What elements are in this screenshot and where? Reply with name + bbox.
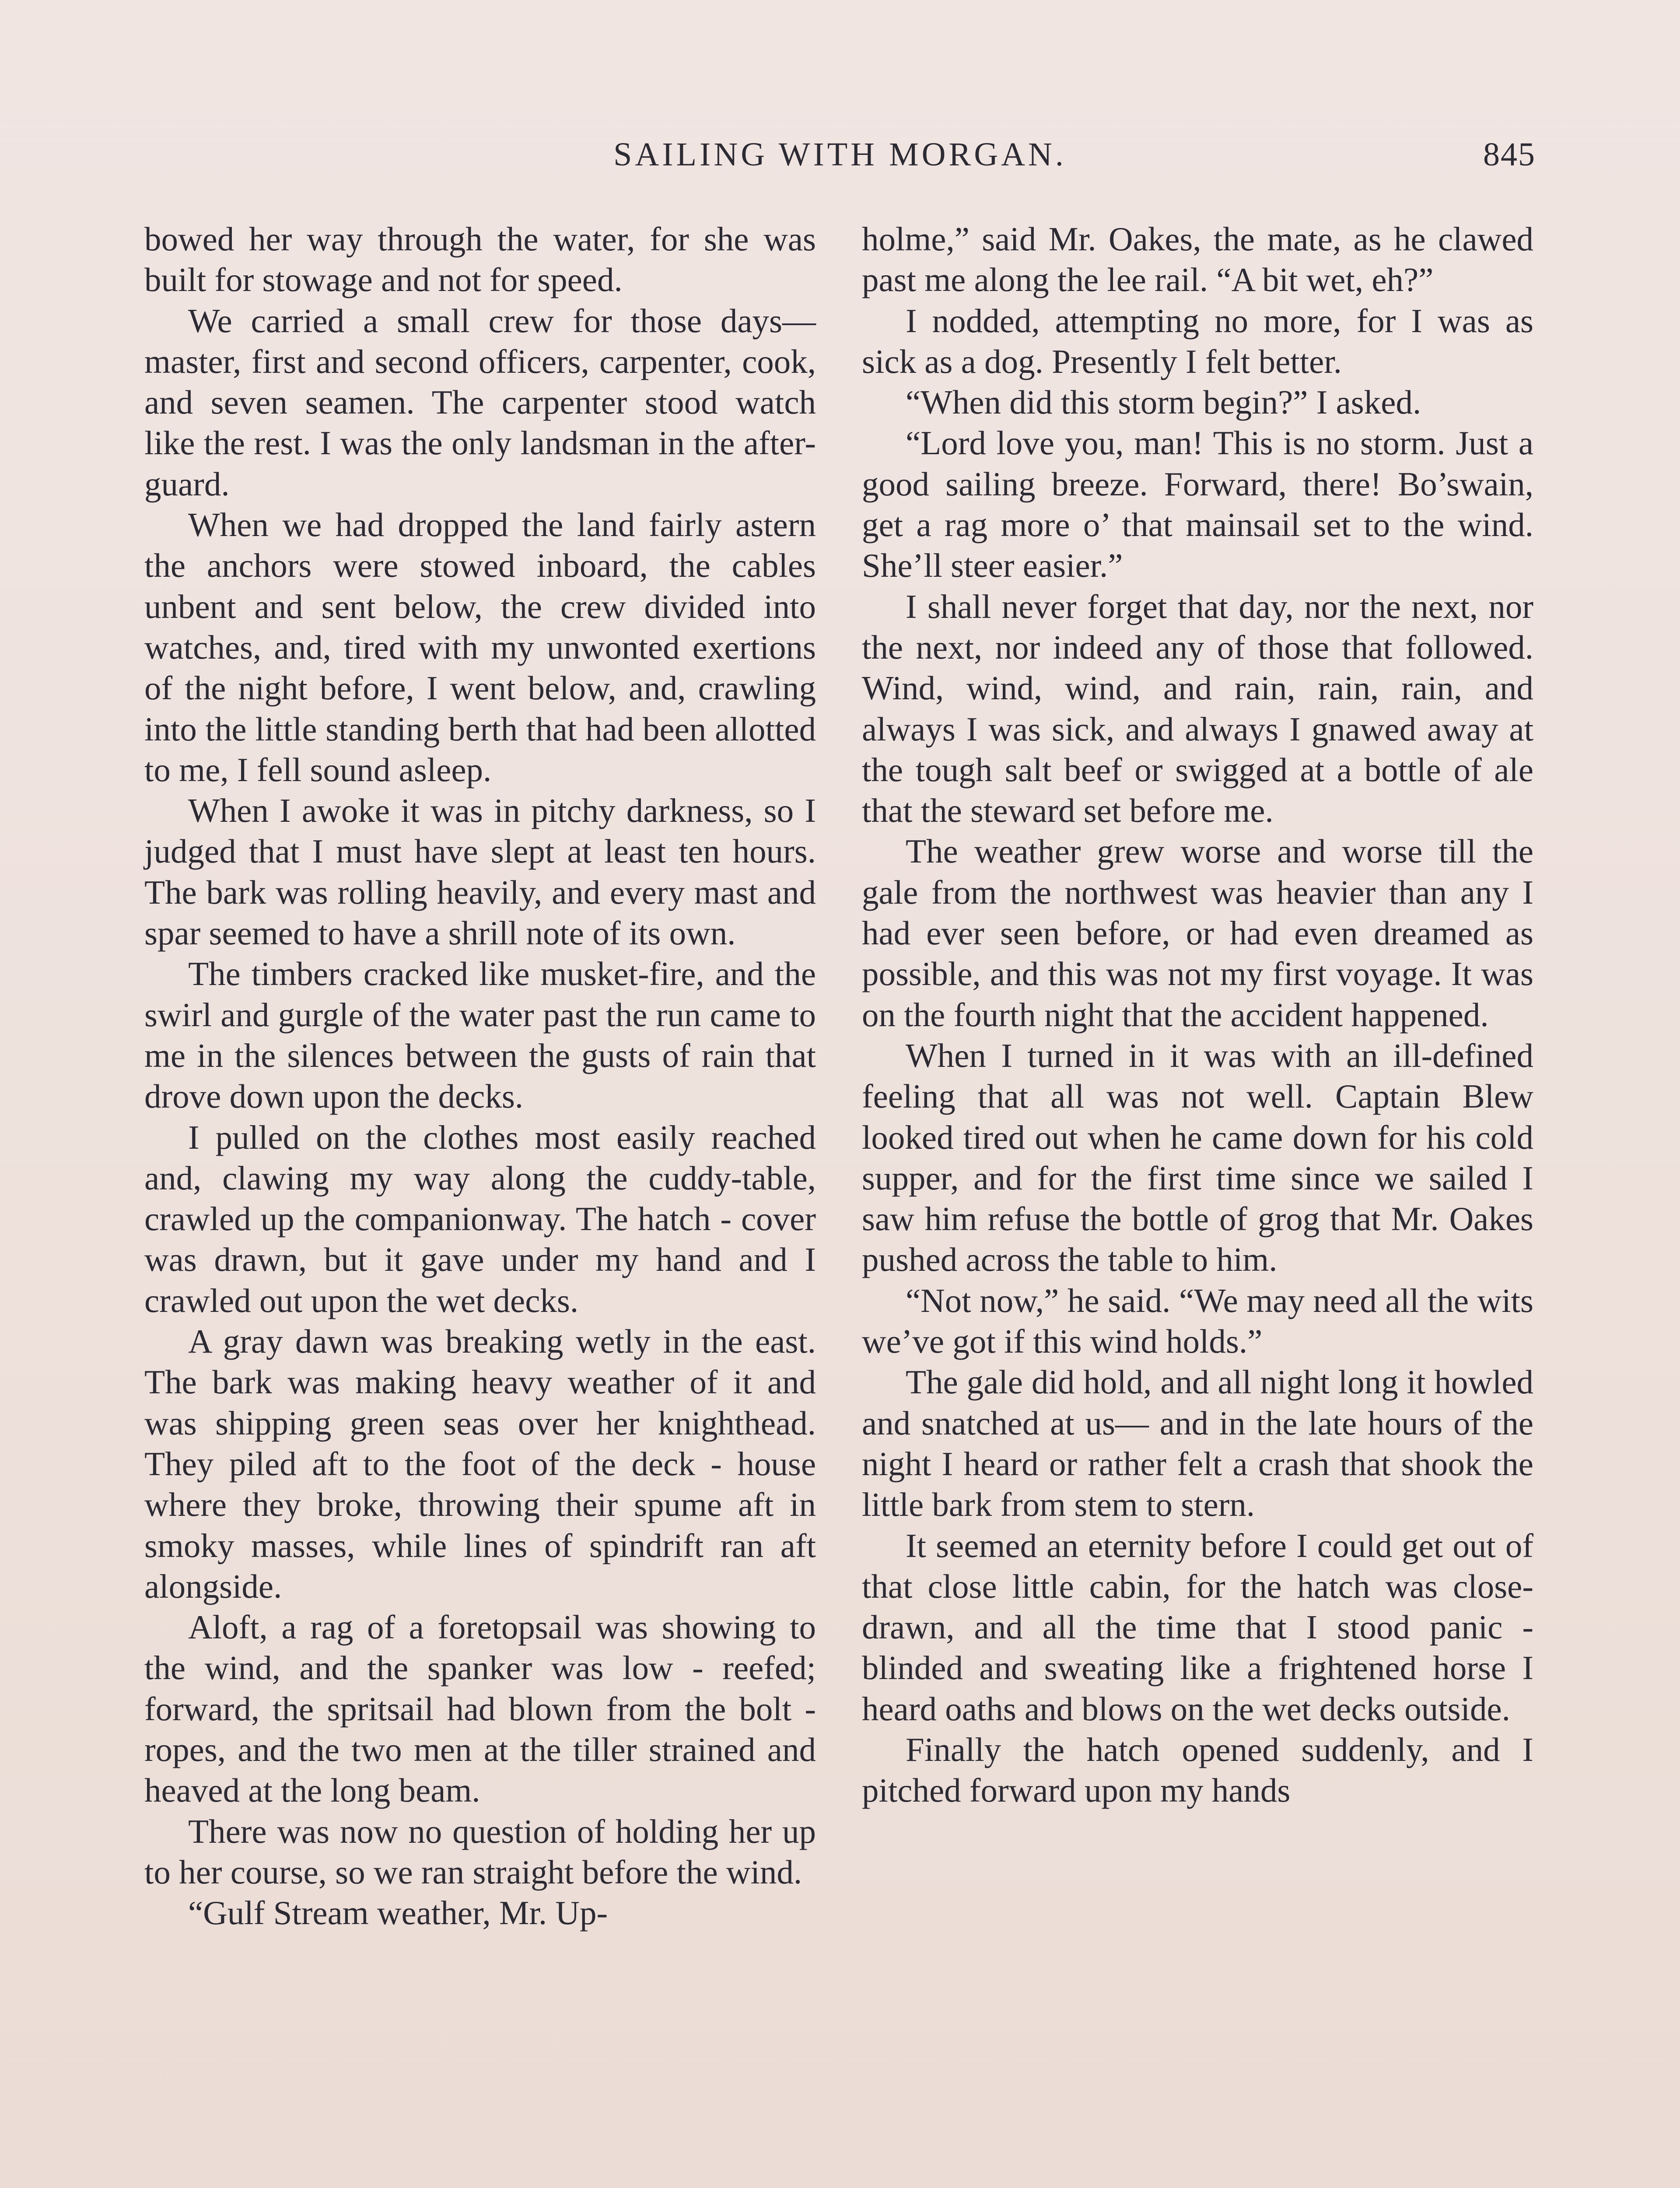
paragraph: When I awoke it was in pitchy darkness, so I judged that I must have slept at least ten hours. The bark was rolling heavily, and every mast and spar seemed to have a shrill note of its own. [144, 792, 816, 952]
paragraph: Finally the hatch opened suddenly, and I pitched forward upon my hands [862, 1730, 1533, 1809]
paragraph: “Not now,” he said. “We may need all the wits we’ve got if this wind holds.” [862, 1281, 1533, 1360]
paragraph: I pulled on the clothes most easily reached and, clawing my way along the cuddy-table, crawled up the companionway. The hatch - cover was drawn, but it gave under my hand and I crawled out upon the wet decks. [144, 1118, 816, 1319]
running-title: SAILING WITH MORGAN. [613, 136, 1067, 173]
running-head [144, 127, 1536, 179]
paragraph: holme,” said Mr. Oakes, the mate, as he clawed past me along the lee rail. “A bit wet, eh?” [862, 220, 1533, 299]
paragraph: The weather grew worse and worse till the gale from the northwest was heavier than any I had ever seen before, or had even dreamed as possible, and this was not my first voyage. It was on the fourth night that the accident happened. [862, 832, 1533, 1034]
paragraph: “When did this storm begin?” I asked. [906, 383, 1421, 421]
paragraph: Aloft, a rag of a foretopsail was showing to the wind, and the spanker was low - reefed; forward, the spritsail had blown from the bolt - ropes, and the two men at the tiller strained and heaved at the long beam. [144, 1608, 816, 1809]
left-column [144, 219, 816, 1933]
paragraph: bowed her way through the water, for she was built for stowage and not for speed. [144, 220, 816, 299]
paragraph: I shall never forget that day, nor the next, nor the next, nor indeed any of those that followed. Wind, wind, wind, and rain, rain, rain, and always I was sick, and always I gnawed away at the tough salt beef or swigged at a bottle of ale that the steward set before me. [862, 587, 1533, 830]
paragraph: When I turned in it was with an ill-defined feeling that all was not well. Captain Blew looked tired out when he came down for his cold supper, and for the first time since we sailed I saw him refuse the bottle of grog that Mr. Oakes pushed across the table to him. [862, 1036, 1533, 1279]
paragraph: I nodded, attempting no more, for I was as sick as a dog. Presently I felt better. [862, 302, 1533, 380]
paragraph: There was now no question of holding her up to her course, so we ran straight before the wind. [144, 1812, 816, 1891]
paragraph: It seemed an eternity before I could get out of that close little cabin, for the hatch was close-drawn, and all the time that I stood panic - blinded and sweating like a frightened horse I heard oaths and blows on the wet decks outside. [862, 1526, 1533, 1728]
paragraph: A gray dawn was breaking wetly in the east. The bark was making heavy weather of it and was shipping green seas over her knighthead. They piled aft to the foot of the deck - house where they broke, throwing their spume aft in smoky masses, while lines of spindrift ran aft alongside. [144, 1322, 816, 1605]
paragraph: “Lord love you, man! This is no storm. Just a good sailing breeze. Forward, there! Bo’swain, get a rag more o’ that mainsail set to the wind. She’ll steer easier.” [862, 424, 1533, 585]
page-number: 845 [1483, 136, 1536, 173]
paragraph: The gale did hold, and all night long it howled and snatched at us— and in the late hours of the night I heard or rather felt a crash that shook the little bark from stem to stern. [862, 1363, 1533, 1524]
paragraph: “Gulf Stream weather, Mr. Up- [188, 1894, 608, 1932]
right-column [862, 219, 1533, 1811]
paragraph: The timbers cracked like musket-fire, and the swirl and gurgle of the water past the run came to me in the silences between the gusts of rain that drove down upon the decks. [144, 955, 816, 1115]
paragraph: We carried a small crew for those days—master, first and second officers, carpenter, cook, and seven seamen. The carpenter stood watch like the rest. I was the only landsman in the after-guard. [144, 302, 816, 503]
paragraph: When we had dropped the land fairly astern the anchors were stowed inboard, the cables unbent and sent below, the crew divided into watches, and, tired with my unwonted exertions of the night before, I went below, and, crawling into the little standing berth that had been allotted to me, I fell sound asleep. [144, 506, 816, 789]
